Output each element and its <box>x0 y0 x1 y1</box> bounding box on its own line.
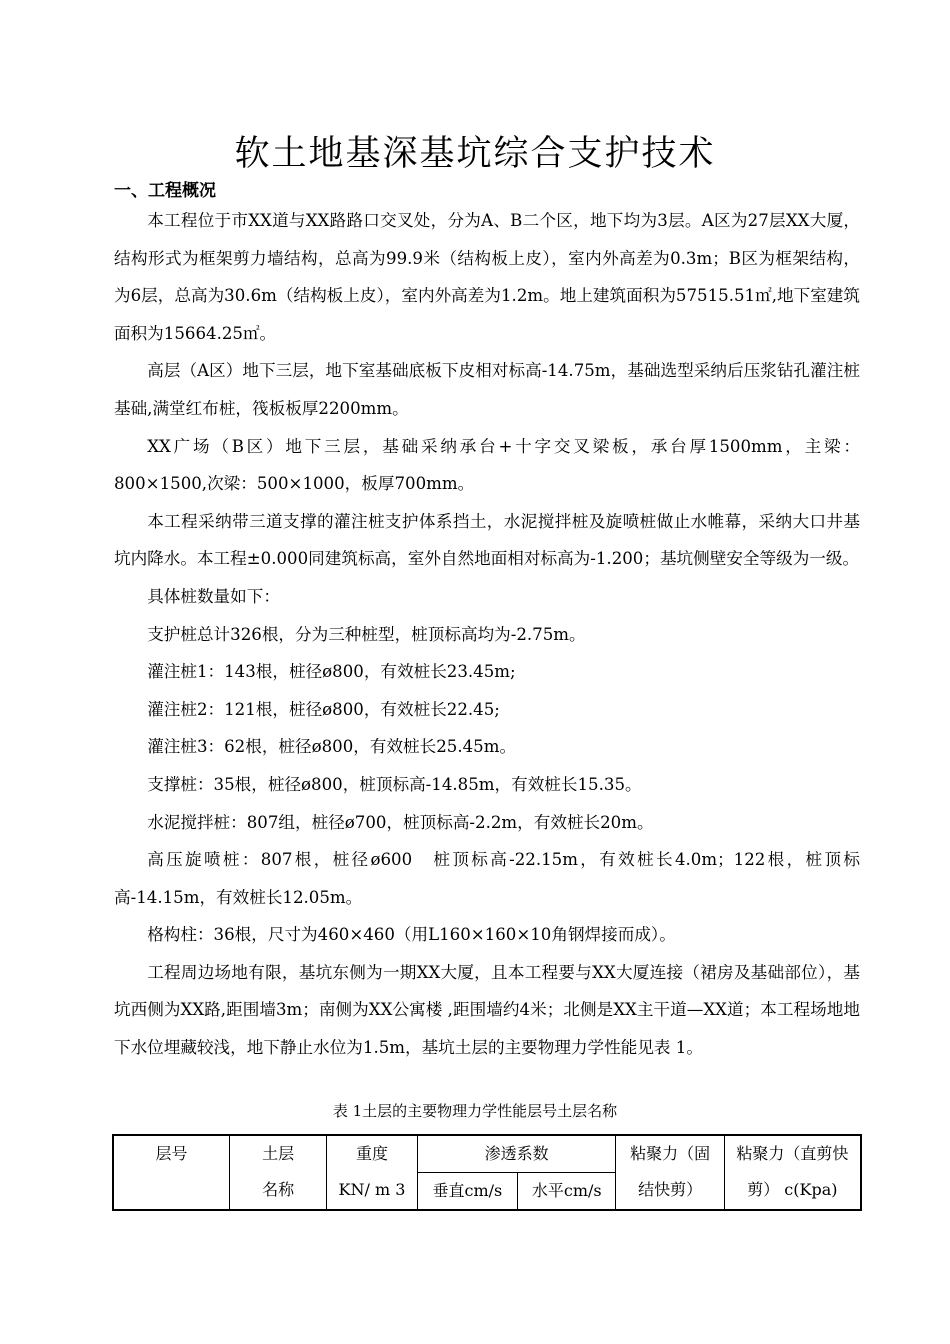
paragraph: XX广场（B区）地下三层，基础采纳承台+十字交叉梁板，承台厚1500mm，主梁：800×1500,次梁：500×1000，板厚700mm。 <box>114 436 860 494</box>
paragraph: 本工程位于市XX道与XX路路口交叉处，分为A、B二个区，地下均为3层。A区为27层XX大厦，结构形式为框架剪力墙结构，总高为99.9米（结构板上皮），室内外高差为0.3m；B区为框架结构，为6层，总高为30.6m（结构板上皮），室内外高差为1.2m。地上建筑面积为57515.51㎡,地下室建筑面积为15664.25㎡。 <box>114 211 860 343</box>
paragraph: 灌注桩2：121根，桩径ø800，有效桩长22.45; <box>147 699 500 719</box>
paragraph: 高层（A区）地下三层，地下室基础底板下皮相对标高-14.75m，基础选型采纳后压浆钻孔灌注桩基础,满堂红布桩，筏板板厚2200mm。 <box>114 361 860 418</box>
header-text: KN/ m 3 <box>338 1180 406 1199</box>
header-text: 渗透系数 <box>484 1144 549 1163</box>
header-text: 名称 <box>262 1180 295 1199</box>
body-text <box>114 202 860 1067</box>
header-layer-no <box>113 1135 230 1210</box>
section-heading: 一、工程概况 <box>114 181 216 201</box>
header-vertical <box>417 1173 517 1211</box>
header-soil-name <box>230 1135 327 1210</box>
header-text: 重度 <box>355 1144 388 1163</box>
header-unit-weight <box>327 1135 417 1210</box>
header-horizontal <box>518 1173 616 1211</box>
table-caption: 表 1土层的主要物理力学性能层号土层名称 <box>332 1102 618 1120</box>
header-text: 土层 <box>262 1144 295 1163</box>
paragraph: 工程周边场地有限，基坑东侧为一期XX大厦，且本工程要与XX大厦连接（裙房及基础部位），基坑西侧为XX路,距围墙3m；南侧为XX公寓楼 ,距围墙约4米；北侧是XX主干道—XX道；本工程场地地下水位埋藏较浅，地下静止水位为1.5m，基坑土层的主要物理力学性能见表 1。 <box>114 962 860 1058</box>
header-cohesion-direct <box>724 1135 861 1210</box>
header-text: 剪） c(Kpa) <box>747 1180 838 1199</box>
header-permeability <box>417 1135 616 1173</box>
document-title: 软土地基深基坑综合支护技术 <box>234 134 716 174</box>
paragraph: 高压旋喷桩：807根，桩径ø600 桩顶标高-22.15m，有效桩长4.0m；122根，桩顶标高-14.15m，有效桩长12.05m。 <box>114 850 860 907</box>
header-text: 垂直cm/s <box>432 1181 503 1200</box>
paragraph: 水泥搅拌桩：807组，桩径ø700，桩顶标高-2.2m，有效桩长20m。 <box>147 812 654 832</box>
paragraph: 具体桩数量如下： <box>147 586 280 606</box>
table-header-row <box>113 1135 861 1173</box>
header-text: 粘聚力（直剪快 <box>736 1144 849 1163</box>
paragraph: 格构柱：36根，尺寸为460×460（用L160×160×10角钢焊接而成）。 <box>147 925 676 945</box>
header-text: 层号 <box>155 1144 188 1163</box>
paragraph: 本工程采纳带三道支撑的灌注桩支护体系挡土，水泥搅拌桩及旋喷桩做止水帷幕，采纳大口井基坑内降水。本工程±0.000同建筑标高，室外自然地面相对标高为-1.200；基坑侧壁安全等级为一级。 <box>114 511 860 569</box>
header-cohesion-cu <box>616 1135 724 1210</box>
soil-properties-table <box>112 1134 862 1211</box>
header-text: 水平cm/s <box>531 1181 602 1200</box>
paragraph: 灌注桩1：143根，桩径ø800，有效桩长23.45m; <box>147 662 516 682</box>
header-text: 结快剪） <box>638 1180 703 1199</box>
paragraph: 支护桩总计326根，分为三种桩型，桩顶标高均为-2.75m。 <box>147 624 586 644</box>
paragraph: 灌注桩3：62根，桩径ø800，有效桩长25.45m。 <box>147 737 517 757</box>
paragraph: 支撑桩：35根，桩径ø800，桩顶标高-14.85m，有效桩长15.35。 <box>147 774 642 794</box>
header-text: 粘聚力（固 <box>630 1144 711 1163</box>
